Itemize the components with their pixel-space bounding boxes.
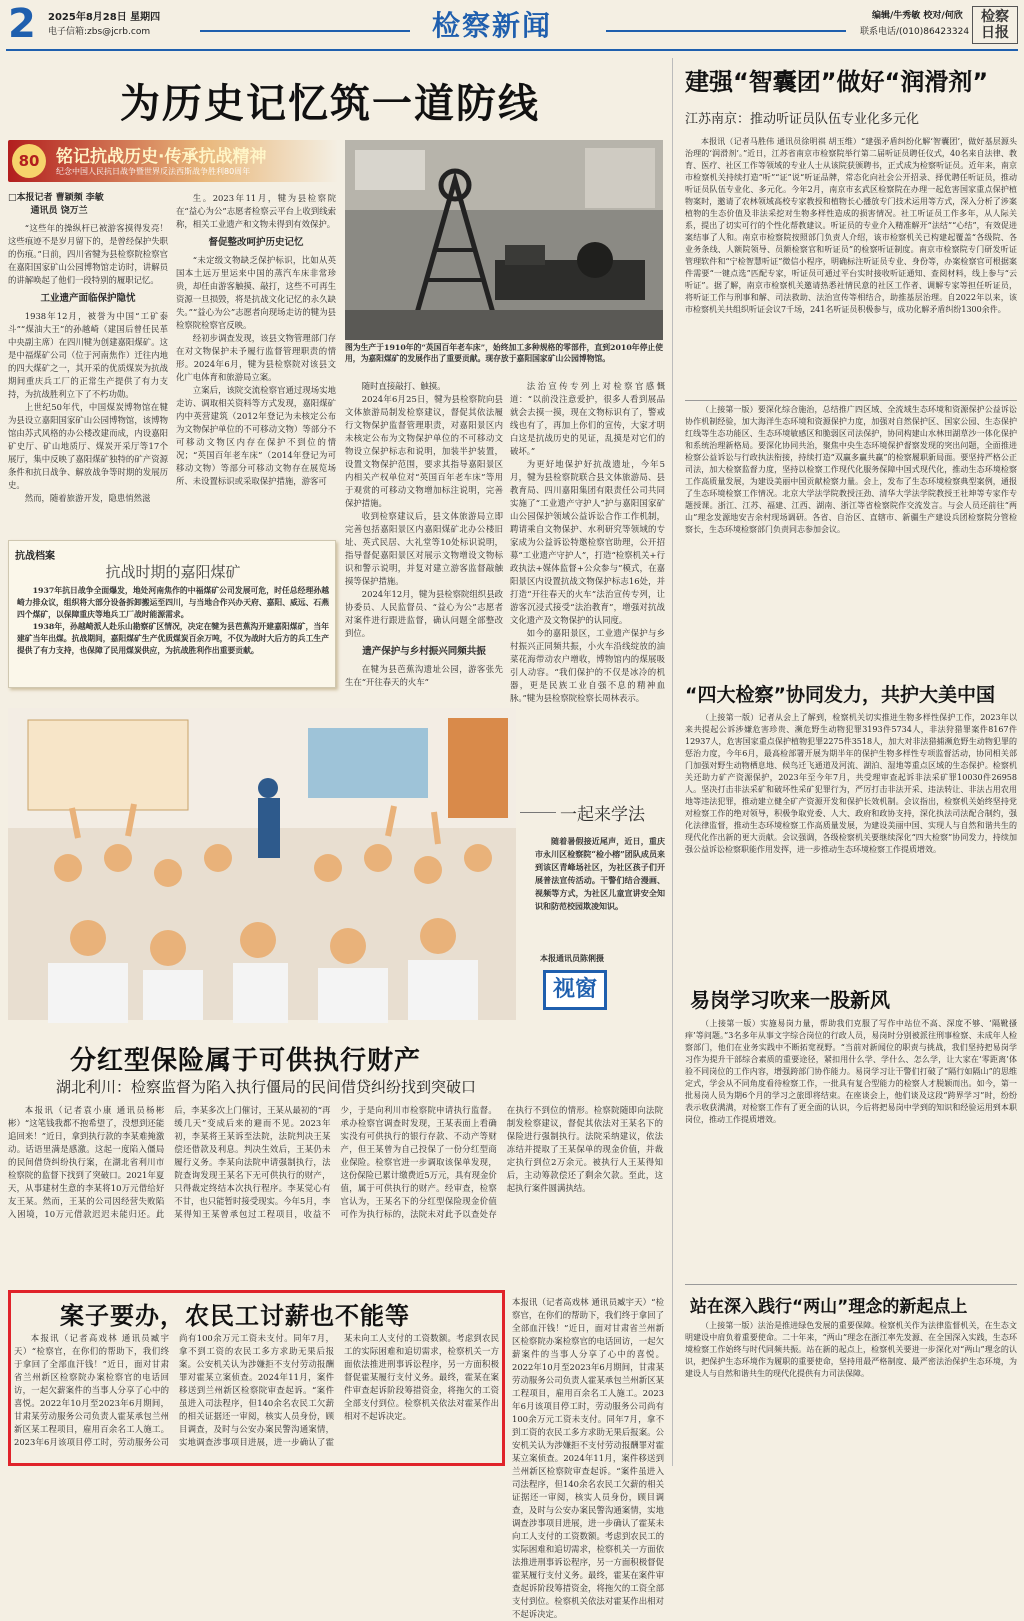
photo-feature-credit: 本报通讯员陈俐摄 — [540, 953, 604, 963]
right-rule-2 — [685, 1284, 1017, 1285]
think-tank-headline: 建强“智囊团”做好“润滑剂” — [685, 68, 989, 96]
continued-article-text: （上接第一版）要深化综合施治，总结推广四区域、全流域生态环境和资源保护公益诉讼协作机制经验，加大海洋生态环境和资源保护力度，加强对自然保护区、国家公园、生态保护红线等生态功能区、生态环境敏感区和脆弱区司法保护，协同构建山水林田湖草沙一体化保护和系统治理新格局。要深化协同共治，聚焦中央生态环境保护督察发现的突出问题，全面推进检察公益诉讼与行政执法衔接，持续打造“双赢多赢共赢”的检察履职新局面。要坚持严格公正司法，加大检察监督力度，坚持以检察工作现代化服务保障中国式现代化，推动生态环境检察工作高质量发展，为建设美丽中国贡献检察力量。会上，发布了生态环境检察典型案例，通报了生态环境检察工作情况。北京大学法学院教授汪劲、清华大学法学院教授王社坤等专家作专题授课。浙江、江苏、福建、江西、湖南、浙江等省检察院作交流发言。与会人员还前往“两山”理念发源地安吉余村现场调研。各省、自治区、直辖市、新疆生产建设兵团检察院分管检察长，生态环境检察部门负责同志参加会议。 — [685, 405, 1017, 534]
lead-subheading-2: 督促整改呵护历史记忆 — [208, 237, 304, 248]
issue-date: 2025年8月28日 星期四 — [48, 12, 161, 23]
lead-column-3 — [345, 380, 503, 687]
lead-subheading-3: 遗产保护与乡村振兴同频共振 — [362, 646, 486, 657]
lathe-photo-caption: 图为生产于1910年的“英国百年老车床”，始终加工多种规格的零部件，直到2010年停止使用，为嘉阳煤矿的发展作出了重要贡献。现存放于嘉阳国家矿山公园博物馆。 — [345, 343, 663, 363]
think-tank-subhead: 江苏南京：推动听证员队伍专业化多元化 — [685, 112, 920, 127]
wage-article-continued: 本报讯（记者高戏林 通讯员臧宇天）“检察官，在你们的帮助下，我们终于拿回了全部血汗钱！”近日，面对甘肃省兰州新区检察院办案检察官的电话回访，一起欠薪案件的当事人分享了心中的喜悦。2022年10月至2023年6月期间，甘肃某劳动服务公司负责人霍某承包兰州新区某工程项目，雇用百余名工人施工。2023年6月该项目停工时，劳动服务公司尚有100余万元工资未支付。同年7月，拿不到工资的农民工多方求助无果后报案。公安机关认为涉嫌拒不支付劳动报酬罪对霍某立案侦查。2024年11月，案件移送到兰州新区检察院审查起诉。“案件虽进入司法程序，但140余名农民工欠薪的相关证据还一审阅，核实人员身份，顾目调查，及时与公安办案民警沟通案情，实地调查涉事项目进展，进一步确认了霍某未向工人支付的工资数额。考虑到农民工的实际困难和追切需求，检察机关一方面依法推进刑事诉讼程序，另一方面积极督促霍某履行支付义务。最终，霍某在案件审查起诉阶段筹措资金，将拖欠的工资全部支付到位。检察机关依法对霍某作出相对不起诉决定。 — [512, 1297, 664, 1619]
insurance-headline: 分红型保险属于可供执行财产 — [70, 1046, 422, 1076]
lead-paragraph: “这些年的操纵杆已被游客摸得发亮！这些痕迹不是岁月留下的，是曾经保护失职的伤痕。”日前，四川省犍为县检察院检察官在嘉阳国家矿山公园博物馆走访时，讲解员的讲解唤起了他们一段特别的履职记忆。 — [8, 223, 168, 285]
lead-paragraph: 立案后，该院交流检察官通过现场实地走访、调取相关资料等方式发现，嘉阳煤矿内中英营建筑（2012年登记为未核定公布为文物保护单位的不可移动文物）等部分不可移动文物区内存在保护不到位的情况；“英国百年老车床”（2014年登记为可移动文物）等部分可移动文物存在展览场所、未设置标识或采取保护措施，游客可 — [176, 385, 336, 486]
banner-subtitle: 纪念中国人民抗日战争暨世界反法西斯战争胜利80周年 — [56, 167, 251, 176]
anniversary-banner — [8, 140, 338, 182]
right-column-divider — [672, 58, 673, 1466]
lead-column-2 — [176, 192, 336, 532]
wage-article-text: 本报讯（记者高戏林 通讯员臧宇天）“检察官，在你们的帮助下，我们终于拿回了全部血汗钱！”近日，面对甘肃省兰州新区检察院办案检察官的电话回访，一起欠薪案件的当事人分享了心中的喜悦。2022年10月至2023年6月期间，甘肃某劳动服务公司负责人霍某承包兰州新区某工程项目，雇用百余名工人施工。2023年6月该项目停工时，劳动服务公司尚有100余万元工资未支付。同年7月，拿不到工资的农民工多方求助无果后报案。公安机关认为涉嫌拒不支付劳动报酬罪对霍某立案侦查。2024年11月，案件移送到兰州新区检察院审查起诉。“案件虽进入司法程序，但140余名农民工欠薪的相关证据还一审阅，核实人员身份，顾目调查，及时与公安办案民警沟通案情，实地调查涉事项目进展，进一步确认了霍某未向工人支付的工资数额。考虑到农民工的实际困难和追切需求，检察机关一方面依法推进刑事诉讼程序，另一方面积极督促霍某履行支付义务。最终，霍某在案件审查起诉阶段筹措资金，将拖欠的工资全部支付到位。检察机关依法对霍某作出相对不起诉决定。 — [14, 1333, 499, 1447]
archive-title: 抗战时期的嘉阳煤矿 — [105, 563, 241, 581]
lead-headline: 为历史记忆筑一道防线 — [120, 81, 540, 127]
lead-paragraph: 收到检察建议后，县文体旅游局立即完善包括嘉阳景区内嘉阳煤矿北办公楼旧址、英式民居、大礼堂等10处标识说明，指导督促嘉阳景区对展示文物增设文物标识和警示说明，并复对建立游客监督敲触摸等保护措施。 — [345, 511, 503, 586]
archive-box — [8, 540, 336, 688]
classroom-photo — [8, 708, 516, 1020]
banner-title: 铭记抗战历史·传承抗战精神 — [56, 147, 267, 167]
archive-tag: 抗战档案 — [15, 551, 55, 562]
lead-column-4 — [510, 380, 665, 703]
four-procuratorates-text: （上接第一版）记者从会上了解到，检察机关切实推进生物多样性保护工作，2023年以来共提起公诉涉嫌危害珍贵、濒危野生动物犯罪3193件5734人，非法狩猎罪案件8167件12937人，危害国家重点保护植物犯罪2275件3518人，加大对非法猎捕濒危野生动物犯罪的惩治力度，今年6月，最高检部署开展为期半年的保护生物多样性专项监督活动，协同相关部门加强对野生动物栖息地、候鸟迁飞通道及河流、湖泊、湿地等重点区域的生态保护。检察机关还助力矿产资源保护，2023年至今年7月，共受理审查起诉非法采矿罪10030件26958人。坚决打击非法采矿和破坏性采矿犯罪行为，严厉打击非法开采、违法转让、非法占用农用地等违法犯罪，推动建立健全矿产资源开发和保护长效机制。会议指出，检察机关始终坚持党对检察工作的绝对领导，积极争取党委、人大、政府和政协支持，深化执法司法配合制约，强化法律监督，推动生态环境检察工作高质量发展，为建设美丽中国、实现人与自然和谐共生的现代化作出新的更大贡献。会议强调，各级检察机关要继续深化“四大检察”协同发力，持续加强公益诉讼检察职能作用发挥，进一步推动生态环境检察工作提质增效。 — [685, 713, 1017, 854]
lead-paragraph: 2024年12月，犍为县检察院组织县政协委员、人民监督员、“益心为公”志愿者对案件进行跟进监督，确认问题全部整改到位。 — [345, 589, 503, 638]
top-rule — [6, 49, 1018, 51]
lead-byline-1: □本报记者 曹颖频 李敏 — [8, 193, 104, 203]
editor-info: 编辑/牛秀敏 校对/何欣 — [872, 11, 963, 21]
contact-phone: 联系电话/(010)86423324 — [860, 27, 970, 37]
lead-subheading-1: 工业遗产面临保护隐忧 — [40, 293, 136, 304]
window-badge: 视窗 — [543, 970, 607, 1010]
insurance-subhead: 湖北利川：检察监督为陷入执行僵局的民间借贷纠纷找到突破口 — [56, 1078, 477, 1096]
insurance-article-text: 本报讯（记者袁小康 通讯员杨彬彬）“这笔钱我都不抱希望了，没想到还能追回来！”近日，拿到执行款的李某难掩激动。话语里满是感激。这起一度陷入僵局的民间借贷纠纷执行案，在湖北省利川市检察院的监督下找到了突破口。2021年夏天，从事建材生意的李某将10万元借给好友王某。然而，王某的公司因经营失败陷入困境，10万元借款迟迟未能归还。此后，李某多次上门催讨，王某从最初的“再缓几天”变成后来的避而不见。2023年初，李某将王某诉至法院，法院判决王某偿还借款及利息。判决生效后，王某仍未履行义务。李某向法院申请强制执行，法院查询发现王某名下无可供执行的财产，只得裁定终结本次执行程序。李某觉心有不甘，也只能暂时接受现实。今年5月，李某得知王某曾承包过工程项目，收益不少，于是向利川市检察院申请执行监督。承办检察官调查时发现，王某表面上看确实没有可供执行的银行存款、不动产等财产，但王某曾为自己投保了一份分红型商业保险。检察官进一步调取该保单发现，这份保险已累计缴费近5万元，具有现金价值，属于可供执行的财产。经审查，检察官认为，王某名下的分红型保险现金价值可作为执行标的，法院未对此予以查处存在执行不到位的情形。检察院随即向法院制发检察建议，督促其依法对王某名下的保险进行强制执行。法院采纳建议，依法冻结并提取了王某保单的现金价值，并裁定执行到位2万余元。被执行人王某得知后，主动筹款偿还了剩余欠款。至此，这起执行案件圆满执结。 — [8, 1105, 663, 1219]
masthead — [0, 0, 1024, 48]
lead-paragraph: 在犍为县芭蕉沟遗址公园，游客张先生在“开往春天的火车” — [345, 664, 503, 687]
lathe-photo — [345, 140, 663, 340]
photo-feature-title: 一起来学法 — [560, 805, 645, 825]
lead-paragraph: 为更好地保护好抗战遗址，今年5月，犍为县检察院联合县文体旅游局、县教育局、四川嘉阳集团有限责任公司共同实施了“工业遗产守护人”护与嘉阳国家矿山公园保护领域公益诉讼合作工作机制，聘请乘自文物保护、水利研究等领域的专家成为公益诉讼特邀检察官助理，公开招募“工业遗产守护人”，打造“检察机关+行政执法+媒体监督+公众参与”模式，在嘉阳景区内设置抗战文物保护标志16处，并打造“开往春天的火车”法治宣传专列，让游客沉浸式接受“法治教育”，增强对抗战文化遗产及文物保护的认同度。 — [510, 459, 665, 625]
masthead-rule-left — [200, 30, 410, 32]
four-procuratorates-headline: “四大检察”协同发力，共护大美中国 — [685, 684, 995, 706]
archive-paragraph: 1938年，孙越崎派人赴乐山勘察矿区情况，决定在犍为县芭蕉沟开建嘉阳煤矿，当年建矿当年出煤。抗战期间，嘉阳煤矿生产优质煤炭百余万吨，不仅为战时大后方的兵工生产提供了有力支持，也保障了民用煤炭供应，为抗战胜利作出重要贡献。 — [17, 622, 329, 655]
lead-paragraph: 随时直接敲打、触摸。 — [361, 381, 446, 391]
editor-email: 电子信箱:zbs@jcrb.com — [48, 27, 151, 37]
banner-80-logo: 80 — [12, 144, 46, 178]
section-title: 检察新闻 — [432, 9, 553, 42]
lathe-photo-illustration — [345, 140, 663, 340]
newspaper-logo: 检察日报 — [972, 6, 1018, 44]
lead-paragraph: “未定级文物缺乏保护标识，比如从英国本土远万里运来中国的蒸汽车床非常珍贵，却任由游客触摸、敲打，这些不可再生资源一旦损毁，将是抗战文化记忆的永久缺失。”“益心为公”志愿者向现场走访的犍为县检察院检察官反映。 — [176, 255, 336, 330]
lead-paragraph: 法治宣传专列上对检察官感慨道：“以前没注意爱护，很多人看到展品就会去摸一摸，现在文物标识有了，警戒线也有了，再加上你们的宣传，大家才明白这是抗战历史的见证，乱摸是对它们的破坏。” — [510, 381, 665, 456]
wage-headline: 案子要办，农民工讨薪也不能等 — [60, 1302, 410, 1330]
lead-paragraph: 上世纪50年代，中国煤炭博物馆在犍为县设立嘉阳国家矿山公园博物馆，该博物馆由苏式风格的办公楼改建而成，内设嘉阳矿史厅、矿山地质厅、煤炭开采厅等17个展厅，集中反映了嘉阳煤矿独特的矿产资源条件和抗日战争、解放战争等时期的发展历史。 — [8, 402, 168, 490]
lead-paragraph: 如今的嘉阳景区，工业遗产保护与乡村振兴正同频共振，小火车沿线绽放的油菜花海带动农户增收，博物馆内的煤展吸引人动容。“我们保护的不仅是冰冷的机器，更是民族工业自强不息的精神血脉。”犍为县检察院检察长周林表示。 — [510, 628, 665, 703]
lead-paragraph: 生。2023年11月，犍为县检察院在“益心为公”志愿者检察云平台上收到线索称，相关工业遗产和文物未得到有效保护。 — [176, 193, 336, 229]
two-mountains-text: （上接第一版）法治是推进绿色发展的重要保障。检察机关作为法律监督机关，在生态文明建设中肩负着重要使命。二十年来，“两山”理念在浙江率先发源、在全国深入实践，生态环境检察工作始终与时代同频共振。站在新的起点上，检察机关要进一步深化对“两山”理念的认识，把保护生态环境作为履职的重要使命，坚持用最严格制度、最严密法治保护生态环境，为建设人与自然和谐共生的现代化提供有力司法保障。 — [685, 1321, 1017, 1378]
photo-feature-caption: 随着暑假接近尾声，近日，重庆市永川区检察院“检小榕”团队成员来到该区青峰场社区，为社区孩子们开展普法宣传活动。干警们结合漫画、视频等方式，为社区儿童宣讲安全知识和防范校园欺凌知识。 — [535, 836, 665, 911]
photo-title-rule — [520, 812, 556, 813]
classroom-photo-illustration — [8, 708, 516, 1020]
right-rule-1 — [685, 400, 1017, 401]
job-rotation-text: （上接第一版）实施易岗力量，帮助我们克服了写作中站位不高、深度不够、‘隔靴搔痒’等问题。”3名多年从事文字综合岗位的行政人员，易岗时分别被派往刑事检察、未成年人检察部门，他们在业务实践中不断拓宽视野。“当前对新闻位的职责与挑战，我们坚持把易岗学习作为提升干部综合素质的重要途径，紧扣用什么学、学什么、怎么学，让大家在‘零距离’体验不同岗位的工作内容，增强跨部门协作能力。易岗学习让干警们打破了“隔行如隔山”的思维定式，学会从不同角度看待检察工作，一批具有复合型能力的检察人才脱颖而出。如今，第一批易岗人员为期6个月的学习之旅即将结束。在座谈会上，他们谈及这段“跨界学习”时，纷纷表示收获满满，对检察工作有了更全面的认识，今后将把易岗中学到的知识和经验运用到本职岗位，推动工作提质增效。 — [685, 1019, 1017, 1124]
page-number: 2 — [8, 1, 36, 47]
job-rotation-headline: 易岗学习吹来一股新风 — [690, 988, 890, 1012]
masthead-rule-right — [606, 30, 846, 32]
lead-paragraph: 然而，随着旅游开发，隐患悄然滋 — [24, 493, 151, 503]
think-tank-text: 本报讯（记者马胜伟 通讯员徐明祺 胡玉维）“建强矛盾纠纷化解‘智囊团’，做好基层源头治理的‘润滑剂’。”近日，江苏省南京市检察院举行第二届听证员聘任仪式，40名来自法律、教育、医疗、社区工作等领域的专业人士从该院获颁聘书，正式成为检察听证员。近年来，南京市检察机关持续打造“听”“证”说“听证品牌，常态化向社会公开招录、择优聘任听证员，推动听证员队伍专业化、多元化。今年2月，南京市玄武区检察院在办理一起危害国家重点保护植物案时，邀请了农林领域高校专家教授和植物长心播放专门技术运用等方式，深入分析了涉案植物的生态价值及非法采挖对生物多样性造成的损害情况。社工听证员工作多年，从人际关系，提出了切实可行的个性化帮教建议。听证员的专业介入精准解开“法结”“心结”，有效促进案结事了人和。南京市检察院按照部门负责人介绍，该市检察机关已构建起覆盖“各级院、各业务条线、人额院领导、员额检察官和听证员”的检察听证制度。南京市检察院专门研发听证管理软件和“宁检智慧听证”微信小程序，明确标注听证员专业、身份等，办案检察官可根据案件需要“一键点选”匹配专家，听证员可通过平台实时接收听证通知、查阅材料，线上参与“云听证”。据了解，南京市检察机关邀请热悉社情民意的社区工作者、调解专家等担任听证员，将听证工作与刑事和解、司法救助、法治宣传等相结合，助推基层治理。自2022年以来，该市检察机关共组织听证会议7千场，241名听证员积极参与，成功化解矛盾纠纷1300余件。 — [685, 137, 1017, 314]
lead-paragraph: 1938年12月，被誉为中国“工矿泰斗”“煤油大王”的孙越崎（建国后曾任民革中央副主席）在四川犍为创建嘉阳煤矿。这是中福煤矿公司（位于河南焦作）迁往内地的四大煤矿之一，其开采的优质煤炭为抗战期间重庆兵工厂的正常生产提供了有力支持，为抗战胜利立下了不朽功勋。 — [8, 311, 168, 399]
lead-paragraph: 2024年6月25日，犍为县检察院向县文体旅游局制发检察建议，督促其依法履行文物保护监督管理职责，对嘉阳景区内未核定公布为文物保护单位的不可移动文物设立保护标志和说明，加装半护装置，设置文物保护范围，要求其指导嘉阳景区内相关产权单位对“英国百年老车床”等用于观赏的可移动文物增加标注说明，完善保护措施。 — [345, 394, 503, 508]
two-mountains-headline: 站在深入践行“两山”理念的新起点上 — [690, 1297, 968, 1317]
lead-paragraph: 经初步调查发现，该县文物管理部门存在对文物保护未予履行监督管理职责的情形。2024年6月，犍为县检察院对该县文化广电体育和旅游局立案。 — [176, 333, 336, 382]
archive-paragraph: 1937年抗日战争全面爆发，地处河南焦作的中福煤矿公司发展可危，时任总经理孙越崎力排众议，组织将大部分设备拆卸搬运至四川，与当地合作兴办天府、嘉阳、威远、石燕四个煤矿，以保障重庆等地兵工厂战时能源需求。 — [17, 586, 329, 619]
archive-text — [17, 585, 329, 657]
lead-column-1 — [8, 192, 168, 532]
lead-byline-2: 通讯员 饶万兰 — [30, 206, 88, 216]
